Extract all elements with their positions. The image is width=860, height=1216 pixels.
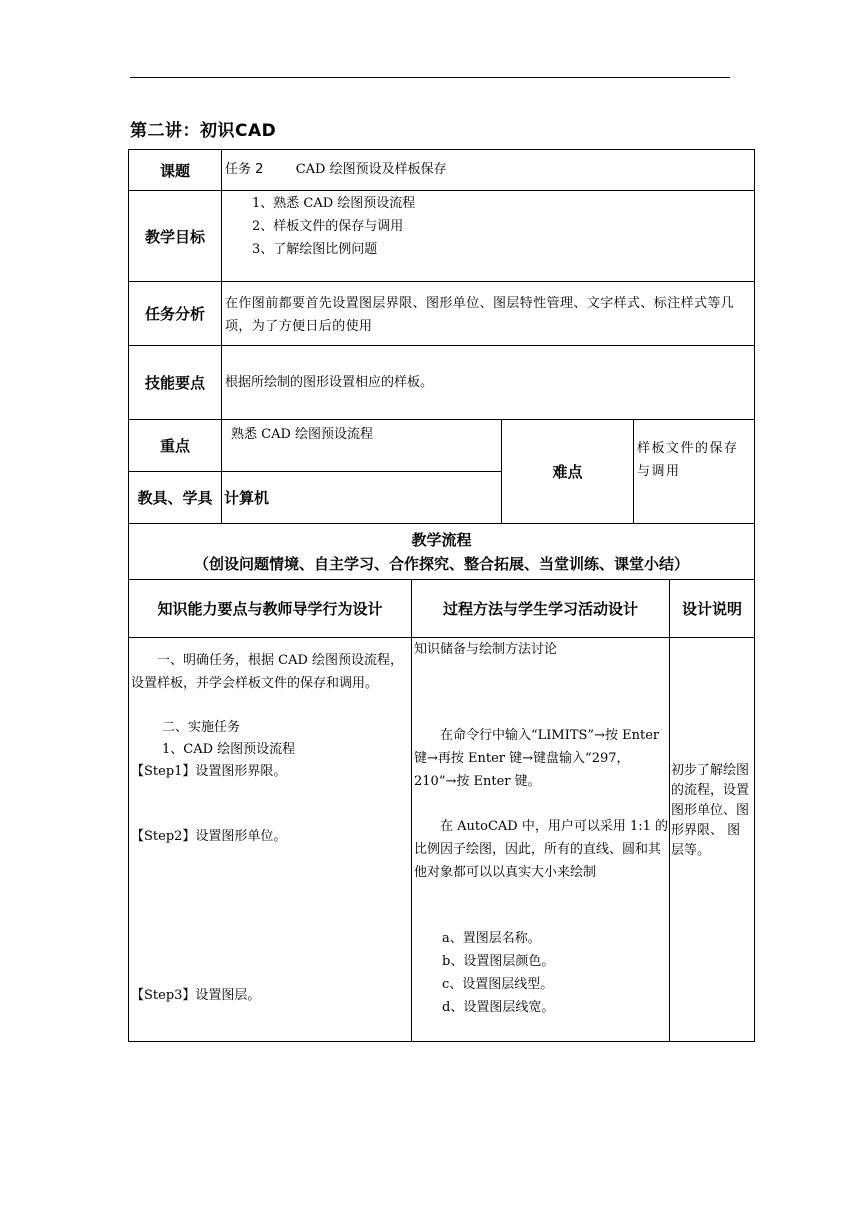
analysis-label: 任务分析 <box>128 281 222 346</box>
goal-item: 3、了解绘图比例问题 <box>252 242 378 257</box>
skills-label: 技能要点 <box>128 345 222 420</box>
col1-p2: 二、实施任务 <box>162 720 241 735</box>
col1-header: 知识能力要点与教师导学行为设计 <box>128 579 412 638</box>
key-value: 熟悉 CAD 绘图预设流程 <box>221 419 502 472</box>
col1-p1: 一、明确任务，根据 CAD 绘图预设流程，设置样板，并学会样板文件的保存和调用。 <box>131 653 404 691</box>
lecture-heading: 第二讲：初识CAD <box>130 121 277 141</box>
tools-label: 教具、学具 <box>128 471 222 524</box>
layer-item: d、设置图层线宽。 <box>442 1000 555 1015</box>
col1-p3: 1、CAD 绘图预设流程 <box>162 742 296 757</box>
col1-body <box>128 637 412 1042</box>
col2-header: 过程方法与学生学习活动设计 <box>411 579 670 638</box>
flow-title-cell <box>128 523 755 580</box>
col3-body <box>669 637 755 1042</box>
topic-value <box>221 149 755 191</box>
header-rule <box>130 77 730 78</box>
difficulty-label: 难点 <box>501 419 634 524</box>
topic-label: 课题 <box>128 149 222 191</box>
topic-task: 任务 2 <box>225 162 264 177</box>
goals-value <box>221 190 755 282</box>
skills-value: 根据所绘制的图形设置相应的样板。 <box>221 345 755 420</box>
col1-step3: 【Step3】设置图层。 <box>131 988 261 1003</box>
goals-label: 教学目标 <box>128 190 222 282</box>
key-label: 重点 <box>128 419 222 472</box>
goal-item: 2、样板文件的保存与调用 <box>252 219 404 234</box>
col3-header: 设计说明 <box>669 579 755 638</box>
analysis-value: 在作图前都要首先设置图层界限、图形单位、图层特性管理、文字样式、标注样式等几项，为了方便日后的使用 <box>221 281 755 346</box>
goal-item: 1、熟悉 CAD 绘图预设流程 <box>252 196 416 211</box>
flow-subtitle: （创设问题情境、自主学习、合作探究、整合拓展、当堂训练、课堂小结） <box>193 555 689 573</box>
flow-title: 教学流程 <box>411 531 472 549</box>
col2-intro: 知识储备与绘制方法讨论 <box>414 642 558 657</box>
col2-body <box>411 637 670 1042</box>
topic-title: CAD 绘图预设及样板保存 <box>295 162 447 177</box>
layer-item: b、设置图层颜色。 <box>442 954 555 969</box>
difficulty-value: 样板文件的保存与调用 <box>633 419 755 524</box>
col1-step1: 【Step1】设置图形界限。 <box>131 764 287 779</box>
col1-step2: 【Step2】设置图形单位。 <box>131 829 287 844</box>
col2-limits: 在命令行中输入“LIMITS”→按 Enter 键→再按 Enter 键→键盘输入“297，210”→按 Enter 键。 <box>414 728 660 789</box>
col2-scale: 在 AutoCAD 中，用户可以采用 1:1 的比例因子绘图，因此，所有的直线、圆和其他对象都可以以真实大小来绘制 <box>414 819 669 880</box>
tools-value: 计算机 <box>221 471 502 524</box>
layer-item: c、设置图层线型。 <box>442 977 554 992</box>
col3-note: 初步了解绘图的流程，设置图形单位、图形界限、 图 层等。 <box>671 763 750 858</box>
layer-item: a、置图层名称。 <box>442 931 541 946</box>
layer-list <box>442 927 554 1019</box>
